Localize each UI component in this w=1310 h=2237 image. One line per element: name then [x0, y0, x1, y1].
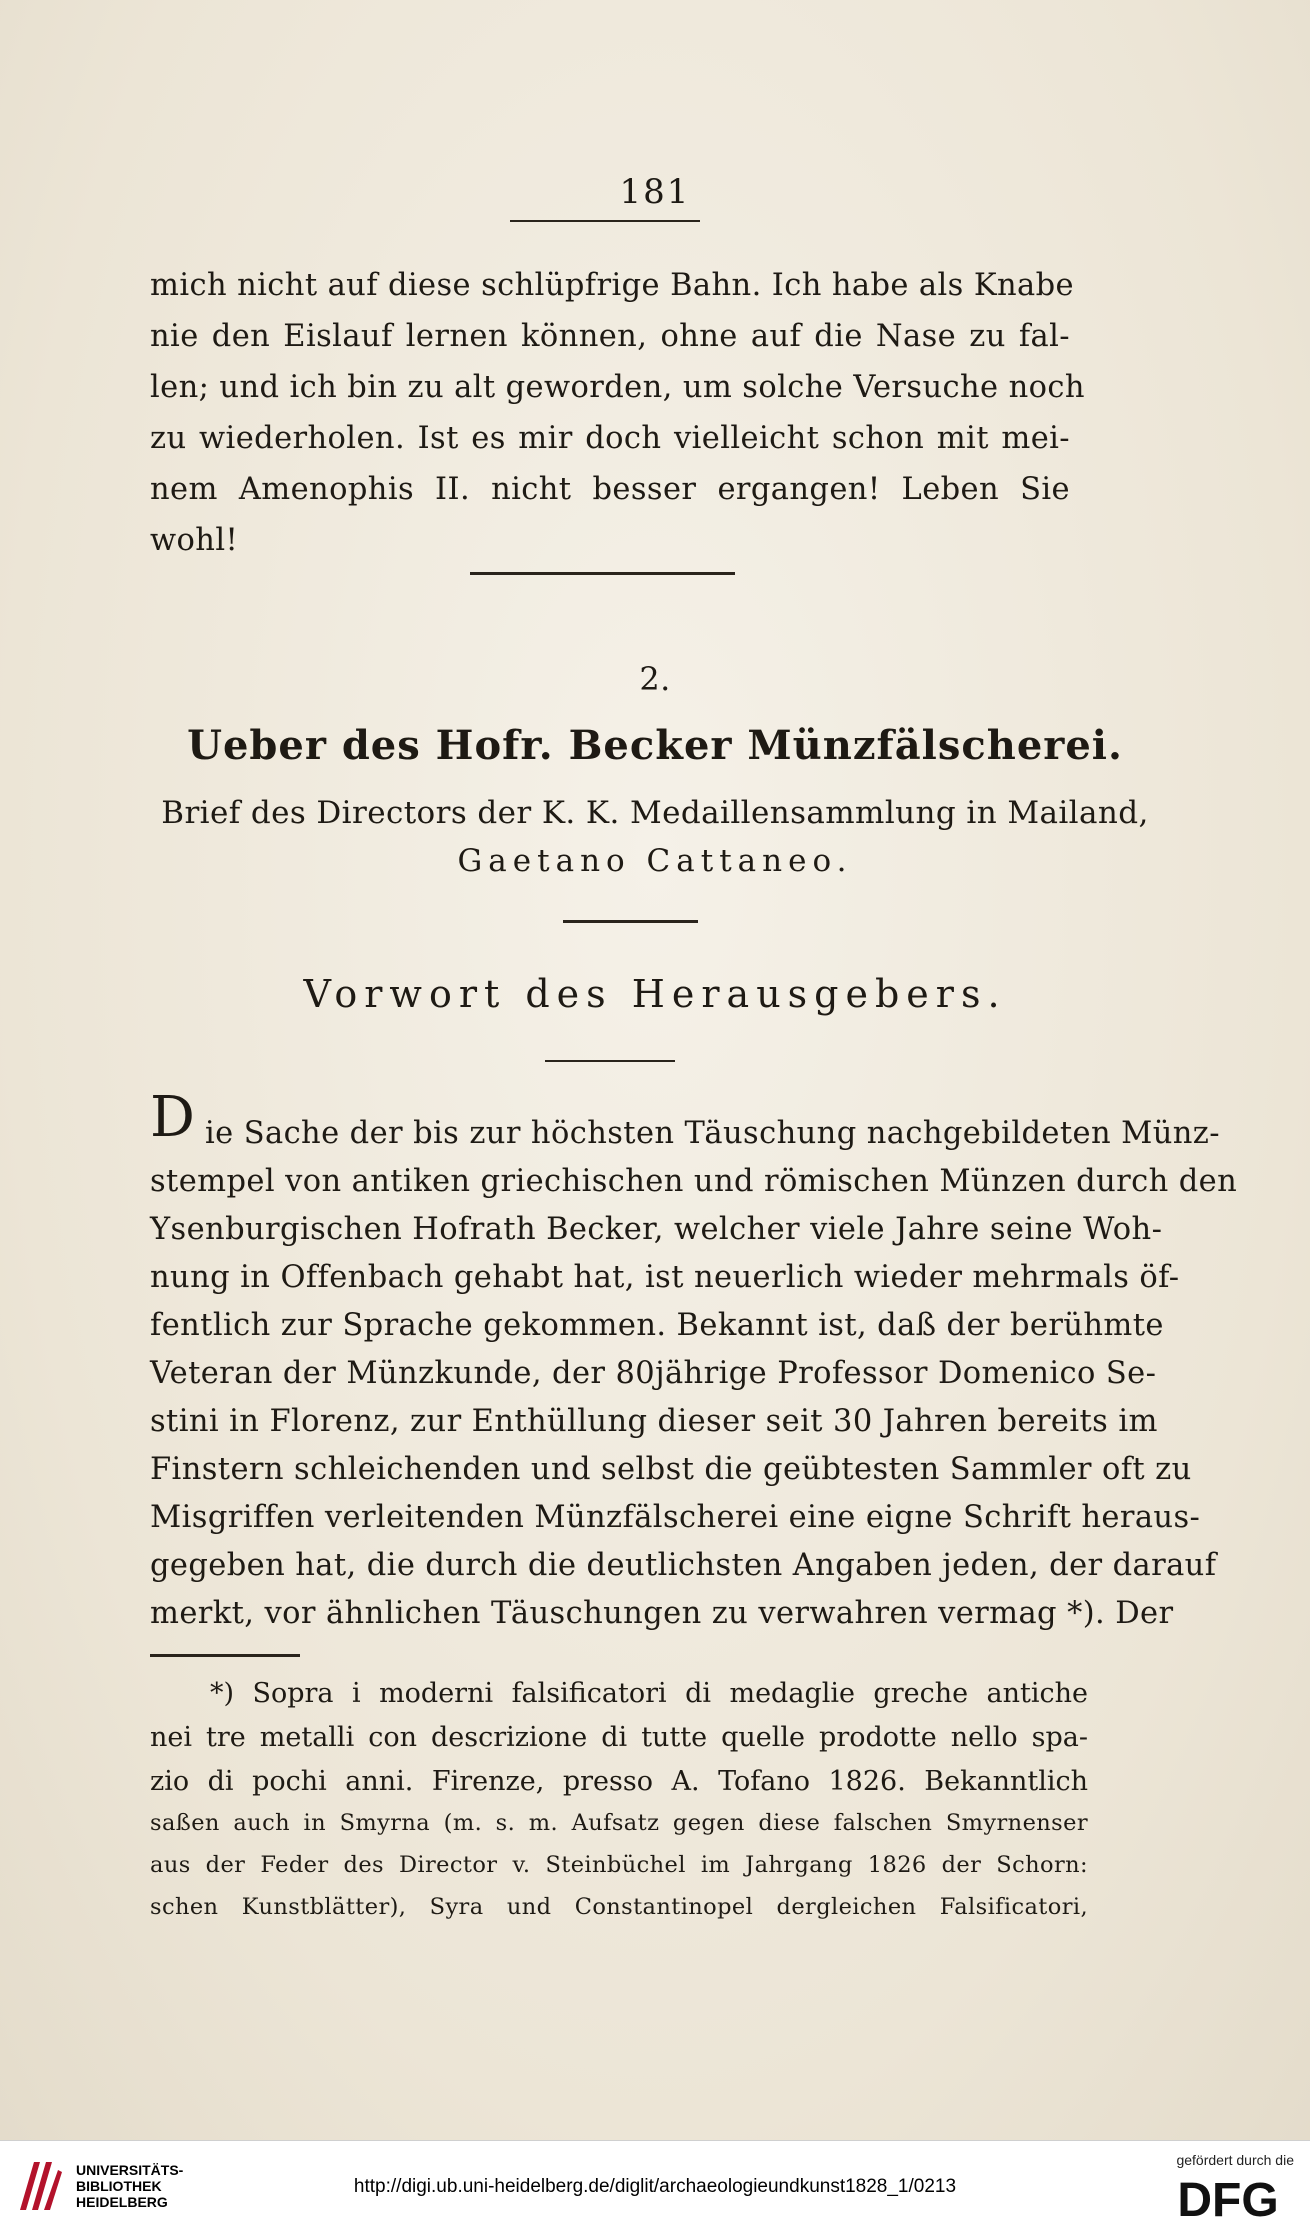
text-line: Veteran der Münzkunde, der 80jährige Professor Domenico Se- [150, 1356, 1157, 1391]
library-name-line: UNIVERSITÄTS- [76, 2162, 184, 2178]
footnote-line: *) Sopra i moderni falsificatori di medaglie greche antiche [210, 1678, 1088, 1709]
page-number: 181 [619, 172, 691, 212]
text-line: Ysenburgischen Hofrath Becker, welcher viele Jahre seine Woh- [150, 1212, 1163, 1247]
footnote-line: aus der Feder des Director v. Steinbüchel im Jahrgang 1826 der Schorn: [150, 1852, 1088, 1878]
text-line: fentlich zur Sprache gekommen. Bekannt ist, daß der berühmte [150, 1308, 1164, 1343]
section-number: 2. [639, 660, 671, 698]
library-name-line: BIBLIOTHEK [76, 2178, 162, 2194]
preface-divider [545, 1060, 675, 1062]
section-title: Ueber des Hofr. Becker Münzfälscherei. [187, 722, 1123, 769]
footnote-line: saßen auch in Smyrna (m. s. m. Aufsatz gegen diese falschen Smyrnenser [150, 1810, 1088, 1836]
title-divider [563, 920, 698, 923]
footnote-line: zio di pochi anni. Firenze, presso A. Tofano 1826. Bekanntlich [150, 1766, 1088, 1797]
footnote-line: schen Kunstblätter), Syra und Constantinopel dergleichen Falsificatori, [150, 1894, 1088, 1920]
text-line: stempel von antiken griechischen und römischen Münzen durch den [150, 1164, 1238, 1199]
preface-heading: Vorwort des Herausgebers. [303, 972, 1007, 1016]
letter-attribution: Brief des Directors der K. K. Medaillensammlung in Mailand, [161, 795, 1149, 831]
text-line: wohl! [150, 523, 239, 558]
header-rule [510, 220, 700, 222]
text-line: Misgriffen verleitenden Münzfälscherei eine eigne Schrift heraus- [150, 1500, 1201, 1535]
footnote-rule [150, 1654, 300, 1657]
text-line: gegeben hat, die durch die deutlichsten Angaben jeden, der darauf [150, 1548, 1217, 1583]
funder-label: gefördert durch die [1176, 2152, 1294, 2168]
text-line: stini in Florenz, zur Enthüllung dieser seit 30 Jahren bereits im [150, 1404, 1158, 1439]
library-name-line: HEIDELBERG [76, 2194, 168, 2210]
dfg-logo-text: DFG [1177, 2174, 1279, 2224]
section-divider [470, 572, 735, 575]
drop-cap: D [150, 1085, 196, 1150]
dfg-logo-icon[interactable] [1164, 2172, 1292, 2224]
text-line: nie den Eislauf lernen können, ohne auf die Nase zu fal- [150, 319, 1070, 354]
text-line: ie Sache der bis zur höchsten Täuschung nachgebildeten Münz- [205, 1116, 1220, 1151]
text-line: mich nicht auf diese schlüpfrige Bahn. Ich habe als Knabe [150, 268, 1075, 303]
footnote-line: nei tre metalli con descrizione di tutte quelle prodotte nello spa- [150, 1722, 1088, 1753]
text-line: Finstern schleichenden und selbst die geübtesten Sammler oft zu [150, 1452, 1192, 1487]
author-name: Gaetano Cattaneo. [457, 843, 853, 879]
text-line: zu wiederholen. Ist es mir doch vielleicht schon mit mei- [150, 421, 1070, 456]
text-line: merkt, vor ähnlichen Täuschungen zu verwahren vermag *). Der [150, 1596, 1174, 1631]
text-line: len; und ich bin zu alt geworden, um solche Versuche noch [150, 370, 1085, 405]
text-line: nung in Offenbach gehabt hat, ist neuerlich wieder mehrmals öf- [150, 1260, 1180, 1295]
permalink-url[interactable]: http://digi.ub.uni-heidelberg.de/diglit/archaeologieundkunst1828_1/0213 [353, 2176, 957, 2197]
text-line: nem Amenophis II. nicht besser ergangen! Leben Sie [150, 472, 1070, 507]
